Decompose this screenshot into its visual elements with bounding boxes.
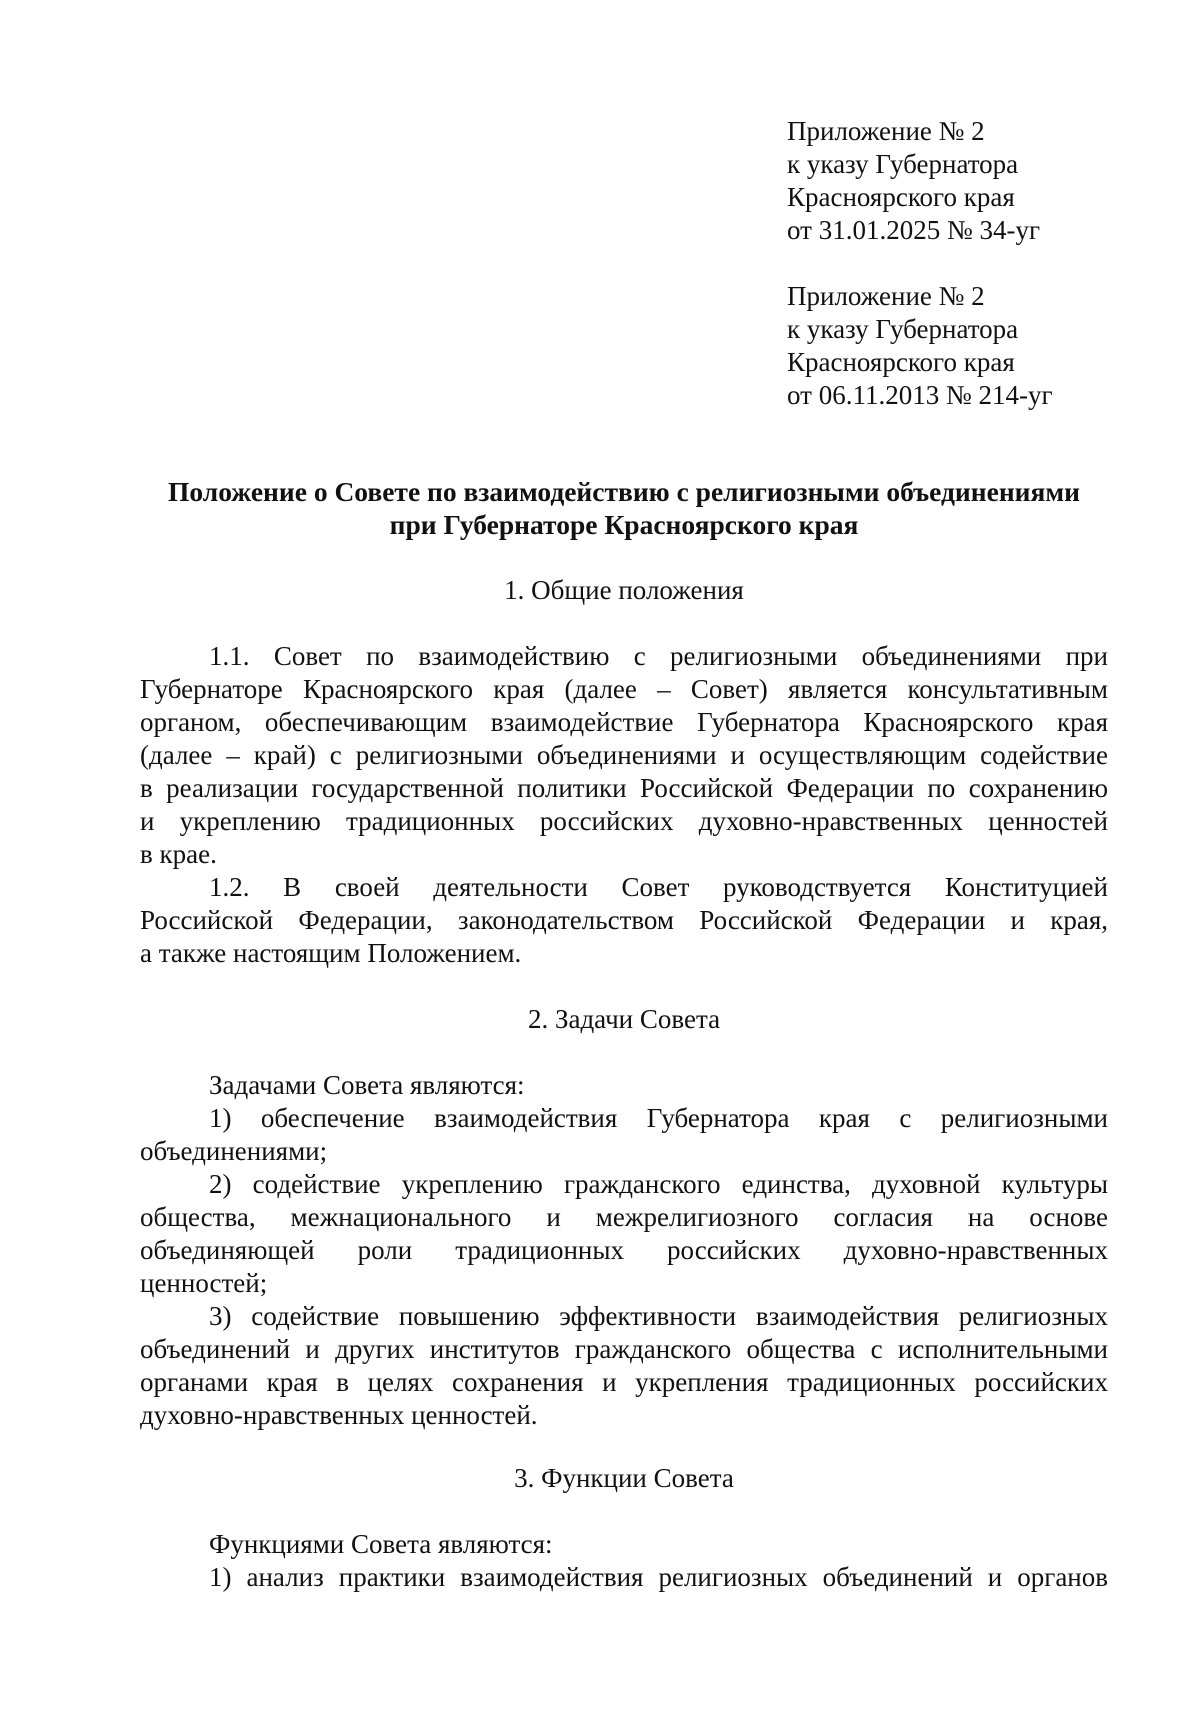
annex-reference-current bbox=[787, 115, 1167, 247]
section-heading-general: 1. Общие положения bbox=[504, 575, 744, 605]
document-title bbox=[140, 475, 1108, 541]
paragraph-line: Задачами Совета являются: bbox=[209, 1070, 525, 1100]
annex-line: Красноярского края bbox=[787, 182, 1015, 212]
paragraph-line: ценностей; bbox=[140, 1268, 268, 1298]
paragraph-line: Функциями Совета являются: bbox=[209, 1529, 553, 1559]
annex-line: к указу Губернатора bbox=[787, 149, 1019, 179]
title-line: при Губернаторе Красноярского края bbox=[389, 509, 859, 540]
paragraph-line: объединяющей роли традиционных российских духовно-нравственных bbox=[140, 1235, 1108, 1265]
annex-line: Красноярского края bbox=[787, 347, 1015, 377]
section-body-tasks bbox=[140, 1069, 1108, 1432]
paragraph-line: 1) анализ практики взаимодействия религиозных объединений и органов bbox=[209, 1562, 1108, 1592]
annex-reference-original bbox=[787, 280, 1167, 412]
paragraph-line: объединений и других институтов гражданского общества с исполнительными bbox=[140, 1334, 1108, 1364]
annex-line: от 31.01.2025 № 34-уг bbox=[787, 215, 1041, 245]
title-line: Положение о Совете по взаимодействию с религиозными объединениями bbox=[168, 476, 1080, 507]
annex-line: Приложение № 2 bbox=[787, 116, 985, 146]
annex-line: от 06.11.2013 № 214-уг bbox=[787, 380, 1053, 410]
paragraph-line: и укреплению традиционных российских духовно-нравственных ценностей bbox=[140, 806, 1108, 836]
paragraph-line: духовно-нравственных ценностей. bbox=[140, 1400, 538, 1430]
paragraph-line: 3) содействие повышению эффективности взаимодействия религиозных bbox=[209, 1301, 1108, 1331]
paragraph-line: органами края в целях сохранения и укрепления традиционных российских bbox=[140, 1367, 1108, 1397]
paragraph-line: объединениями; bbox=[140, 1136, 328, 1166]
annex-line: к указу Губернатора bbox=[787, 314, 1019, 344]
paragraph-line: общества, межнационального и межрелигиозного согласия на основе bbox=[140, 1202, 1108, 1232]
paragraph-line: органом, обеспечивающим взаимодействие Губернатора Красноярского края bbox=[140, 707, 1108, 737]
paragraph-line: (далее – край) с религиозными объединениями и осуществляющим содействие bbox=[140, 740, 1108, 770]
paragraph-line: 2) содействие укреплению гражданского единства, духовной культуры bbox=[209, 1169, 1108, 1199]
paragraph-line: 1.1. Совет по взаимодействию с религиозными объединениями при bbox=[209, 641, 1108, 671]
section-heading-functions: 3. Функции Совета bbox=[514, 1463, 734, 1493]
paragraph-line: 1.2. В своей деятельности Совет руководствуется Конституцией bbox=[209, 872, 1108, 902]
paragraph-line: Губернаторе Красноярского края (далее – Совет) является консультативным bbox=[140, 674, 1108, 704]
section-heading-tasks: 2. Задачи Совета bbox=[527, 1004, 721, 1034]
paragraph-line: 1) обеспечение взаимодействия Губернатора края с религиозными bbox=[209, 1103, 1108, 1133]
annex-line: Приложение № 2 bbox=[787, 281, 985, 311]
paragraph-line: в крае. bbox=[140, 839, 217, 869]
paragraph-line: в реализации государственной политики Российской Федерации по сохранению bbox=[140, 773, 1108, 803]
paragraph-line: а также настоящим Положением. bbox=[140, 938, 522, 968]
paragraph-line: Российской Федерации, законодательством Российской Федерации и края, bbox=[140, 905, 1108, 935]
section-body-general bbox=[140, 640, 1108, 970]
section-body-functions bbox=[140, 1528, 1108, 1594]
